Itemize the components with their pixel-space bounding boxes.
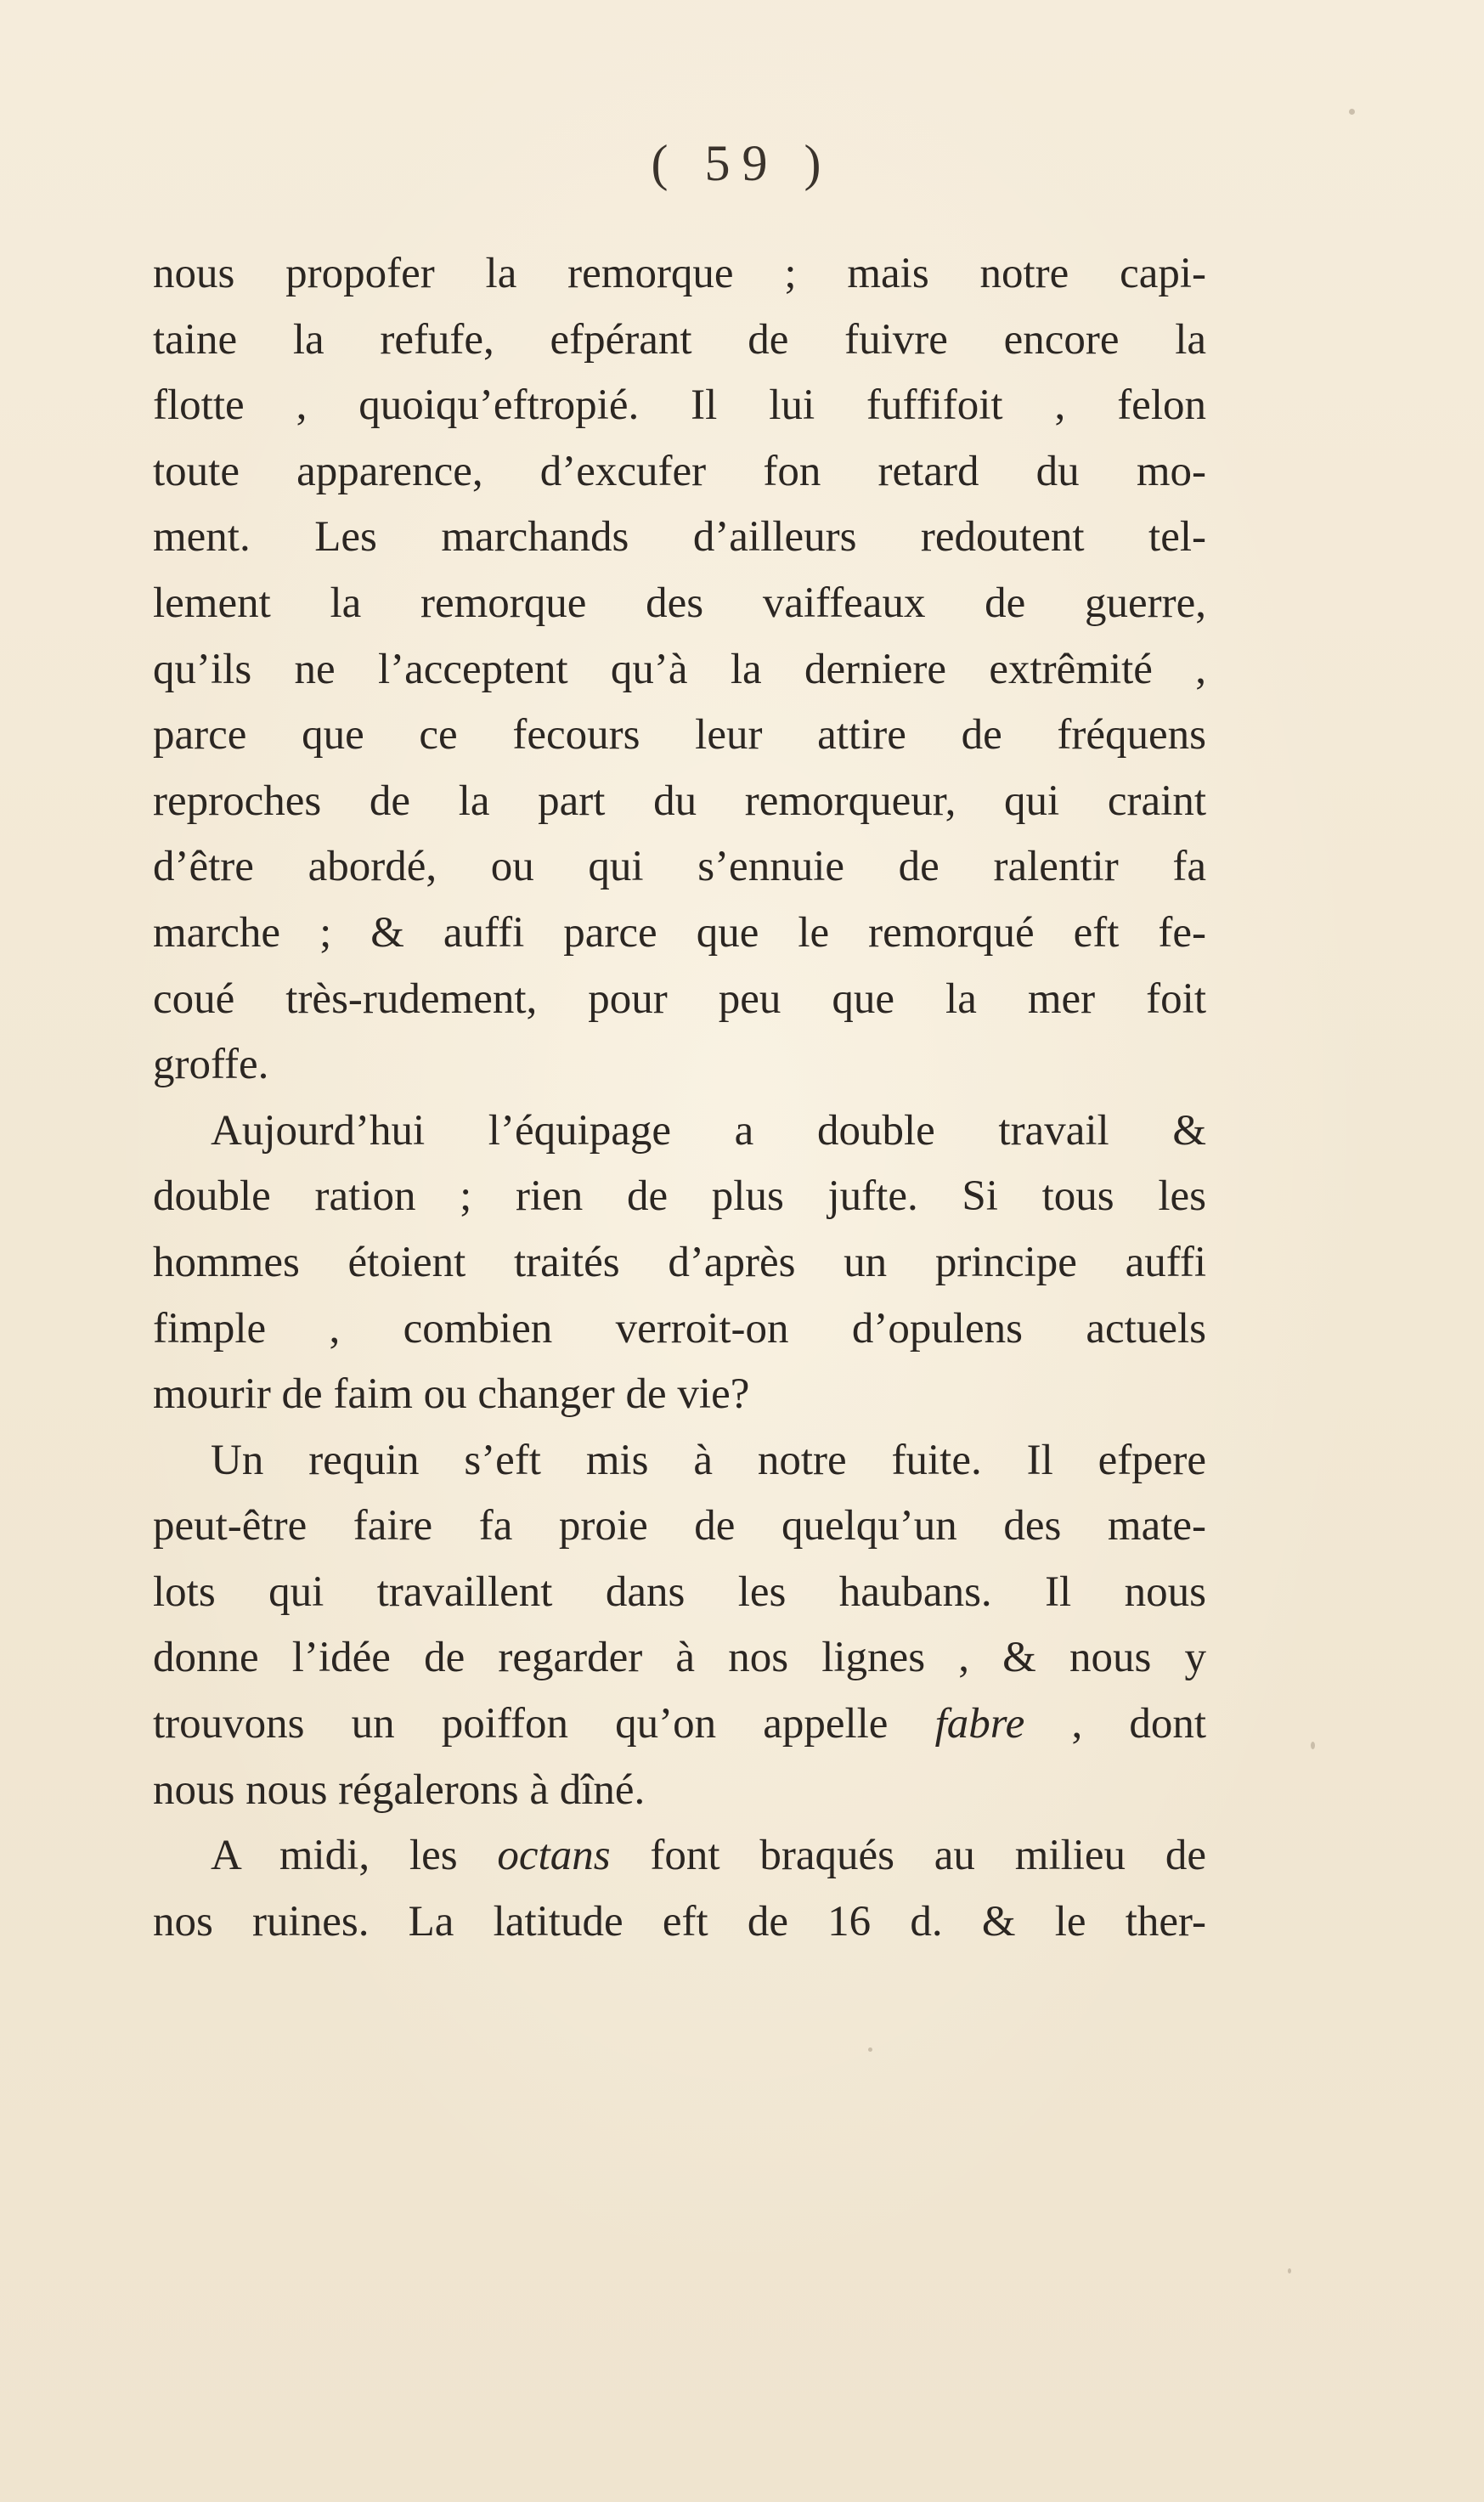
text-line <box>153 1428 1206 1494</box>
text-line-main: double ration ; rien de plus jufte. Si tous les <box>153 1172 1206 1221</box>
text-line-main: d’être abordé, ou qui s’ennuie de ralentir fa <box>153 843 1206 891</box>
text-line <box>153 1758 1206 1824</box>
text-line <box>153 637 1206 703</box>
text-line <box>153 703 1206 769</box>
text-line <box>153 967 1206 1033</box>
text-line-main: nos ruines. La latitude eft de 16 d. & le ther- <box>153 1897 1206 1946</box>
text-line-main: coué très-rudement, pour peu que la mer foit <box>153 974 1206 1023</box>
text-line <box>153 1823 1206 1889</box>
paper-speck <box>1288 2268 1291 2273</box>
text-line-main: mourir de faim ou changer de vie? <box>153 1370 750 1419</box>
text-line-main: marche ; & auffi parce que le remorqué eft fe- <box>153 908 1206 957</box>
text-line <box>153 1099 1206 1165</box>
text-line <box>153 769 1206 835</box>
text-line <box>153 1032 1206 1099</box>
text-line-main: fimple , combien verroit-on d’opulens actuels <box>153 1304 1206 1353</box>
text-line-continuation: , dont <box>1024 1700 1206 1748</box>
text-line <box>153 1296 1206 1363</box>
text-line-main: donne l’idée de regarder à nos lignes , & nous y <box>153 1634 1206 1682</box>
text-line-main: trouvons un poiffon qu’on appelle <box>153 1700 889 1748</box>
text-line-main: parce que ce fecours leur attire de fréquens <box>153 711 1206 760</box>
text-line-main: toute apparence, d’excufer fon retard du mo- <box>153 447 1206 495</box>
text-line <box>153 1230 1206 1296</box>
text-line-main: Un requin s’eft mis à notre fuite. Il efpere <box>211 1436 1206 1484</box>
text-line <box>153 571 1206 637</box>
text-line-main: hommes étoient traités d’après un principe auffi <box>153 1238 1206 1286</box>
text-line <box>153 834 1206 901</box>
text-line-main: A midi, les <box>211 1832 458 1880</box>
text-line-main: groffe. <box>153 1041 269 1089</box>
text-line <box>153 1625 1206 1692</box>
paper-speck <box>868 2047 872 2052</box>
text-line <box>153 1560 1206 1626</box>
text-line <box>153 1692 1206 1758</box>
paper-speck <box>1311 1742 1315 1749</box>
text-line-main: nous propofer la remorque ; mais notre capi- <box>153 250 1206 297</box>
italic-term: octans <box>497 1832 611 1880</box>
text-line-continuation: font braqués au milieu de <box>610 1832 1206 1880</box>
text-line-main: nous nous régalerons à dîné. <box>153 1765 646 1814</box>
text-line-main: qu’ils ne l’acceptent qu’à la derniere extrêmité , <box>153 645 1206 693</box>
text-line-main: peut-être faire fa proie de quelqu’un des mate- <box>153 1502 1206 1550</box>
text-line <box>153 373 1206 439</box>
italic-term: fabre <box>934 1700 1025 1748</box>
text-line-main: lement la remorque des vaiffeaux de guerre, <box>153 579 1206 627</box>
body-text <box>153 241 1206 1955</box>
text-line <box>153 1164 1206 1230</box>
text-line <box>153 901 1206 967</box>
text-line <box>153 241 1206 308</box>
text-line <box>153 1362 1206 1428</box>
text-line-main: taine la refufe, efpérant de fuivre encore la <box>153 315 1206 364</box>
text-line-main: Aujourd’hui l’équipage a double travail & <box>211 1106 1206 1155</box>
text-line-main: ment. Les marchands d’ailleurs redoutent tel- <box>153 513 1206 562</box>
text-line-main: lots qui travaillent dans les haubans. Il nous <box>153 1567 1206 1616</box>
text-line <box>153 1494 1206 1560</box>
text-line <box>153 439 1206 505</box>
text-line-main: flotte , quoiqu’eftropié. Il lui fuffifoit , felon <box>153 381 1206 430</box>
page-number: ( 59 ) <box>651 135 833 191</box>
text-line <box>153 308 1206 374</box>
paper-speck <box>1349 109 1355 115</box>
text-line <box>153 1889 1206 1956</box>
text-line-main: reproches de la part du remorqueur, qui craint <box>153 777 1206 825</box>
text-line <box>153 505 1206 571</box>
